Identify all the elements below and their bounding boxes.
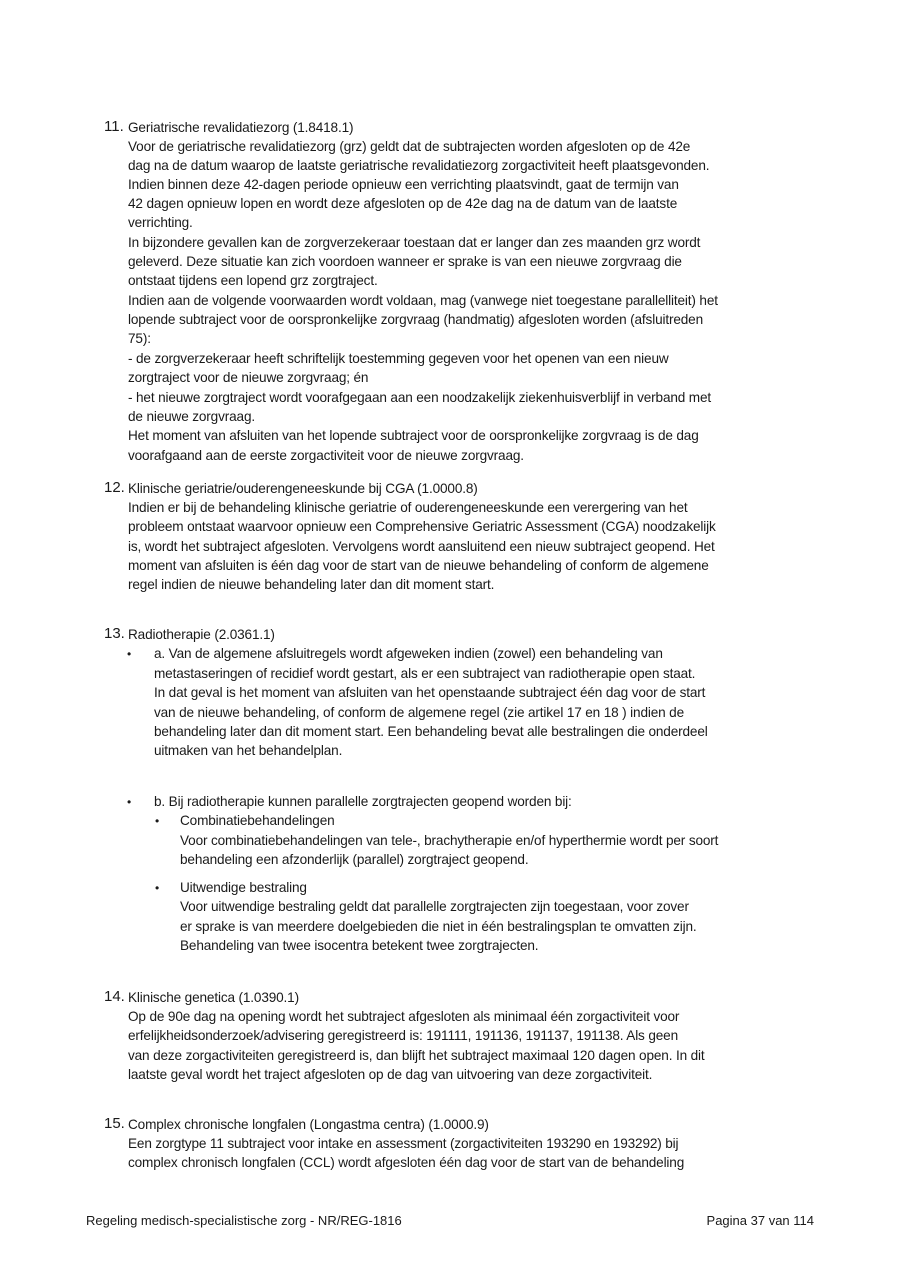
section-title: Klinische genetica (1.0390.1) xyxy=(128,990,299,1005)
paragraph-line: dag na de datum waarop de laatste geriatrische revalidatiezorg zorgactiviteit heeft plaatsgevonden. xyxy=(128,158,710,173)
paragraph-line: Indien aan de volgende voorwaarden wordt voldaan, mag (vanwege niet toegestane parallelliteit) het xyxy=(128,293,718,308)
paragraph-line: erfelijkheidsonderzoek/advisering geregistreerd is: 191111, 191136, 191137, 191138. Als geen xyxy=(128,1028,678,1043)
paragraph-line: geleverd. Deze situatie kan zich voordoen wanneer er sprake is van een nieuwe zorgvraag die xyxy=(128,254,682,269)
paragraph-line: a. Van de algemene afsluitregels wordt afgeweken indien (zowel) een behandeling van xyxy=(154,646,663,661)
paragraph-line: In dat geval is het moment van afsluiten van het openstaande subtraject één dag voor de start xyxy=(154,685,706,700)
bullet-icon: • xyxy=(155,881,160,895)
sub-item-title: Combinatiebehandelingen xyxy=(180,813,335,828)
paragraph-line: lopende subtraject voor de oorspronkelijke zorgvraag (handmatig) afgesloten worden (afsluitreden xyxy=(128,312,704,327)
paragraph-line: van de nieuwe behandeling, of conform de algemene regel (zie artikel 17 en 18 ) indien de xyxy=(154,705,685,720)
paragraph-line: regel indien de nieuwe behandeling later dan dit moment start. xyxy=(128,577,495,592)
paragraph-line: uitmaken van het behandelplan. xyxy=(154,743,343,758)
paragraph-line: moment van afsluiten is één dag voor de start van de nieuwe behandeling of conform de algemene xyxy=(128,558,709,573)
paragraph-line: Voor uitwendige bestraling geldt dat parallelle zorgtrajecten zijn toegestaan, voor zover xyxy=(180,899,689,914)
paragraph-line: Een zorgtype 11 subtraject voor intake en assessment (zorgactiviteiten 193290 en 193292) bij xyxy=(128,1136,679,1151)
bullet-icon: • xyxy=(155,814,160,828)
section-number: 12. xyxy=(104,479,125,496)
section-number: 14. xyxy=(104,988,125,1005)
paragraph-line: Op de 90e dag na opening wordt het subtraject afgesloten als minimaal één zorgactiviteit voor xyxy=(128,1009,680,1024)
list-item-dash: - het nieuwe zorgtraject wordt voorafgegaan aan een noodzakelijk ziekenhuisverblijf in verband met xyxy=(128,390,712,405)
paragraph-line: b. Bij radiotherapie kunnen parallelle zorgtrajecten geopend worden bij: xyxy=(154,794,572,809)
paragraph-line: 75): xyxy=(128,331,151,346)
paragraph-line: verrichting. xyxy=(128,215,193,230)
paragraph-line: In bijzondere gevallen kan de zorgverzekeraar toestaan dat er langer dan zes maanden grz wordt xyxy=(128,235,701,250)
paragraph-line: Het moment van afsluiten van het lopende subtraject voor de oorspronkelijke zorgvraag is de dag xyxy=(128,428,699,443)
paragraph-line: Voor combinatiebehandelingen van tele-, brachytherapie en/of hyperthermie wordt per soort xyxy=(180,833,719,848)
section-title: Complex chronische longfalen (Longastma centra) (1.0000.9) xyxy=(128,1117,489,1132)
section-number: 11. xyxy=(104,118,124,135)
paragraph-line: er sprake is van meerdere doelgebieden die niet in één bestralingsplan te omvatten zijn. xyxy=(180,919,697,934)
section-title: Geriatrische revalidatiezorg (1.8418.1) xyxy=(128,120,354,135)
paragraph-line: is, wordt het subtraject afgesloten. Vervolgens wordt aansluitend een nieuw subtraject geopend. Het xyxy=(128,539,715,554)
paragraph-line: complex chronisch longfalen (CCL) wordt afgesloten één dag voor de start van de behandeling xyxy=(128,1155,685,1170)
paragraph-line: zorgtraject voor de nieuwe zorgvraag; én xyxy=(128,370,369,385)
paragraph-line: laatste geval wordt het traject afgesloten op de dag van uitvoering van deze zorgactiviteit. xyxy=(128,1067,653,1082)
sub-item-title: Uitwendige bestraling xyxy=(180,880,307,895)
paragraph-line: behandeling een afzonderlijk (parallel) zorgtraject geopend. xyxy=(180,852,529,867)
bullet-icon: • xyxy=(127,647,132,661)
section-title: Radiotherapie (2.0361.1) xyxy=(128,627,275,642)
footer-document-title: Regeling medisch-specialistische zorg - NR/REG-1816 xyxy=(86,1213,402,1228)
paragraph-line: van deze zorgactiviteiten geregistreerd is, dan blijft het subtraject maximaal 120 dagen open. In dit xyxy=(128,1048,705,1063)
bullet-icon: • xyxy=(127,795,132,809)
footer-page-number: Pagina 37 van 114 xyxy=(706,1213,814,1228)
paragraph-line: 42 dagen opnieuw lopen en wordt deze afgesloten op de 42e dag na de datum van de laatste xyxy=(128,196,678,211)
paragraph-line: ontstaat tijdens een lopend grz zorgtraject. xyxy=(128,273,378,288)
paragraph-line: Behandeling van twee isocentra betekent twee zorgtrajecten. xyxy=(180,938,539,953)
section-number: 15. xyxy=(104,1115,125,1132)
section-title: Klinische geriatrie/ouderengeneeskunde bij CGA (1.0000.8) xyxy=(128,481,478,496)
paragraph-line: metastaseringen of recidief wordt gestart, als er een subtraject van radiotherapie open staat. xyxy=(154,666,696,681)
paragraph-line: probleem ontstaat waarvoor opnieuw een Comprehensive Geriatric Assessment (CGA) noodzakelijk xyxy=(128,519,716,534)
paragraph-line: behandeling later dan dit moment start. Een behandeling bevat alle bestralingen die onderdeel xyxy=(154,724,708,739)
paragraph-line: Voor de geriatrische revalidatiezorg (grz) geldt dat de subtrajecten worden afgesloten op de 42e xyxy=(128,139,691,154)
paragraph-line: Indien binnen deze 42-dagen periode opnieuw een verrichting plaatsvindt, gaat de termijn van xyxy=(128,177,679,192)
paragraph-line: voorafgaand aan de eerste zorgactiviteit voor de nieuwe zorgvraag. xyxy=(128,448,524,463)
section-number: 13. xyxy=(104,625,125,642)
paragraph-line: Indien er bij de behandeling klinische geriatrie of ouderengeneeskunde een verergering van het xyxy=(128,500,688,515)
paragraph-line: de nieuwe zorgvraag. xyxy=(128,409,255,424)
list-item-dash: - de zorgverzekeraar heeft schriftelijk toestemming gegeven voor het openen van een nieuw xyxy=(128,351,669,366)
